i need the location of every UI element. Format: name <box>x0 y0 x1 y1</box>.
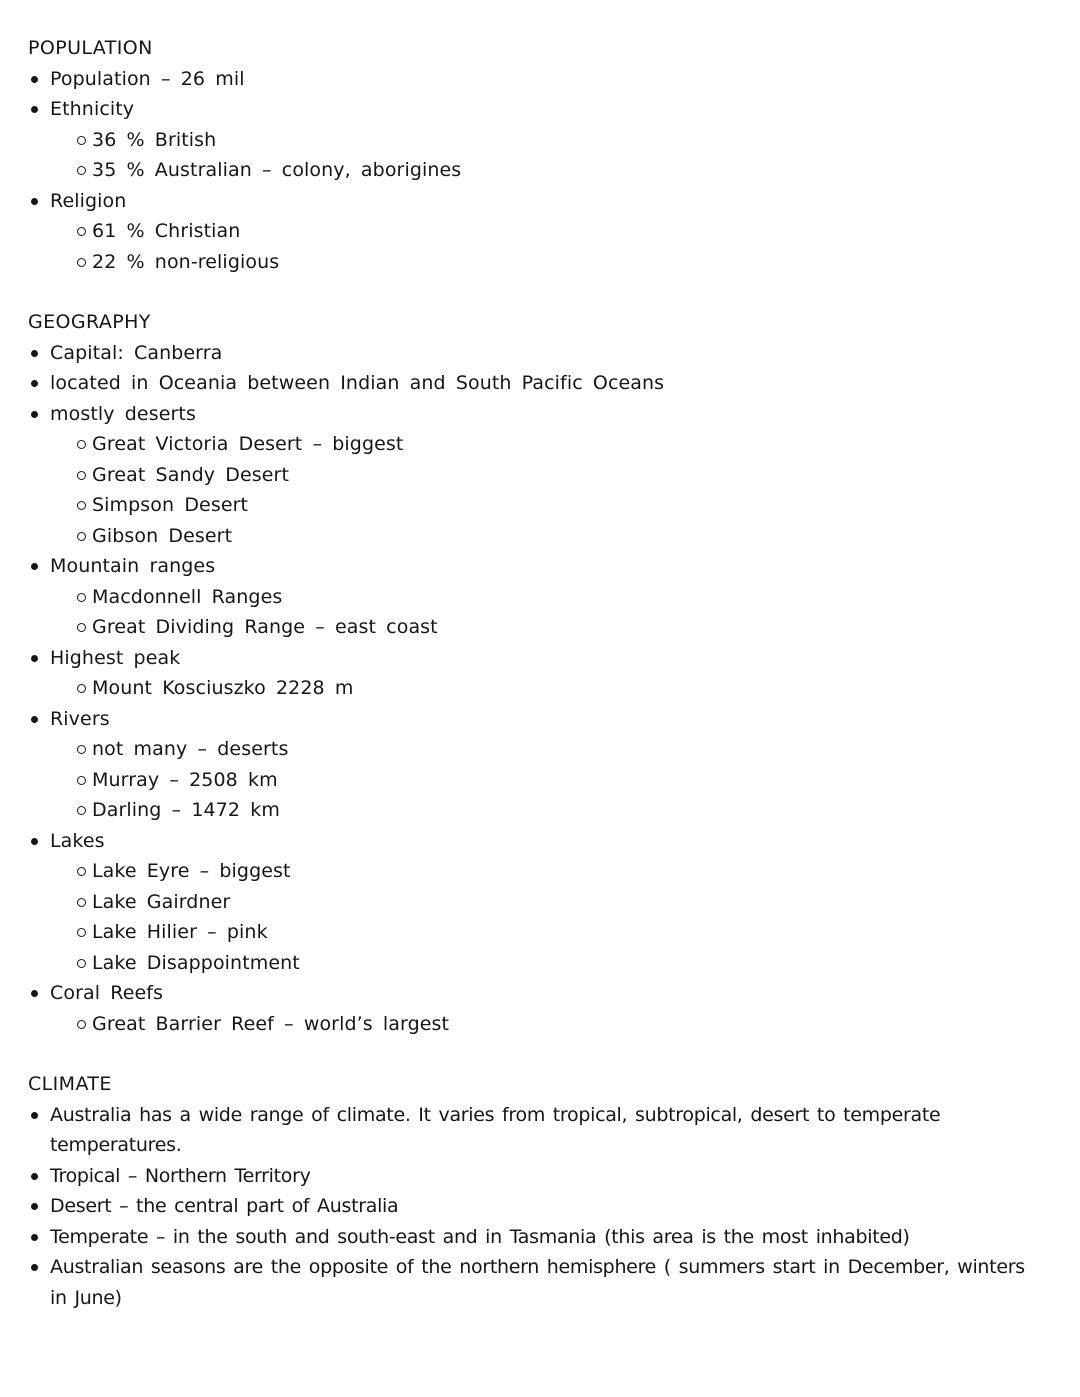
bullet-dot-icon <box>31 704 50 735</box>
list-item <box>77 460 1052 491</box>
list-item-text: Lake Gairdner <box>92 890 231 913</box>
list-item <box>77 887 1052 918</box>
list-item-text: mostly deserts <box>50 402 196 425</box>
bullet-circle-icon <box>77 1009 92 1040</box>
list-item <box>28 1191 1040 1222</box>
section-population <box>28 33 1052 277</box>
list-item-text: 36 % British <box>92 128 217 151</box>
list-item <box>77 125 1052 156</box>
list-item <box>28 643 1052 674</box>
bullet-circle-icon <box>77 795 92 826</box>
bullet-dot-icon <box>31 64 50 95</box>
bullet-dot-icon <box>31 1222 50 1253</box>
bullet-circle-icon <box>77 460 92 491</box>
list-item <box>77 155 1052 186</box>
list-item <box>28 186 1052 217</box>
bullet-circle-icon <box>77 765 92 796</box>
bullet-circle-icon <box>77 521 92 552</box>
list-item-text: located in Oceania between Indian and South Pacific Oceans <box>50 372 665 394</box>
list-item-text: Desert – the central part of Australia <box>50 1195 399 1217</box>
bullet-dot-icon <box>31 826 50 857</box>
bullet-dot-icon <box>31 399 50 430</box>
list-item-text: Darling – 1472 km <box>92 799 280 821</box>
list-item-text: Rivers <box>50 707 110 730</box>
list-item <box>28 1222 1040 1253</box>
bullet-dot-icon <box>31 186 50 217</box>
list-item-text: Simpson Desert <box>92 494 249 516</box>
list-item-text: Great Dividing Range – east coast <box>92 616 438 638</box>
bullet-dot-icon <box>31 978 50 1009</box>
list-item <box>77 734 1052 765</box>
list-item-text: Highest peak <box>50 646 181 669</box>
bullet-dot-icon <box>31 94 50 125</box>
list-item <box>77 917 1052 948</box>
list-item-text: Macdonnell Ranges <box>92 585 283 608</box>
list-item-text: 35 % Australian – colony, aborigines <box>92 159 462 181</box>
list-item-text: Lake Hilier – pink <box>92 921 268 943</box>
bullet-dot-icon <box>31 643 50 674</box>
list-item <box>28 368 1052 399</box>
bullet-circle-icon <box>77 490 92 521</box>
list-item <box>77 490 1052 521</box>
bullet-circle-icon <box>77 917 92 948</box>
list-item-text: Murray – 2508 km <box>92 768 278 791</box>
list-item-text: Gibson Desert <box>92 524 233 547</box>
list-item-text: Lake Eyre – biggest <box>92 860 291 882</box>
list-item-text: Australia has a wide range of climate. It varies from tropical, subtropical, desert to temperate temperatures. <box>50 1103 941 1156</box>
list-item <box>28 1100 1040 1161</box>
list-item <box>77 521 1052 552</box>
list-item-text: Temperate – in the south and south-east and in Tasmania (this area is the most inhabited) <box>50 1225 910 1248</box>
bullet-circle-icon <box>77 429 92 460</box>
list-item <box>77 582 1052 613</box>
bullet-dot-icon <box>31 551 50 582</box>
bullet-dot-icon <box>31 1252 50 1283</box>
list-item-text: Great Victoria Desert – biggest <box>92 433 404 455</box>
section-geography <box>28 307 1052 1039</box>
list-item-text: 61 % Christian <box>92 220 241 242</box>
list-item-text: Population – 26 mil <box>50 67 245 90</box>
list-item <box>28 1252 1040 1313</box>
bullet-circle-icon <box>77 125 92 156</box>
list-item-text: Australian seasons are the opposite of the northern hemisphere ( summers start in December, winters in June) <box>50 1256 1025 1309</box>
list-item <box>28 338 1052 369</box>
list-item <box>28 826 1052 857</box>
bullet-circle-icon <box>77 673 92 704</box>
list-item <box>77 673 1052 704</box>
list-item-text: Religion <box>50 189 127 212</box>
list-item <box>28 64 1052 95</box>
bullet-dot-icon <box>31 368 50 399</box>
list-item <box>77 1009 1052 1040</box>
list-item <box>28 978 1052 1009</box>
section-climate <box>28 1069 1052 1313</box>
list-item-text: Lakes <box>50 829 105 852</box>
bullet-circle-icon <box>77 155 92 186</box>
bullet-circle-icon <box>77 734 92 765</box>
bullet-dot-icon <box>31 338 50 369</box>
list-item-text: Tropical – Northern Territory <box>50 1164 311 1187</box>
list-item-text: Mountain ranges <box>50 555 216 577</box>
list-item <box>77 247 1052 278</box>
list-item-text: Coral Reefs <box>50 982 164 1004</box>
bullet-circle-icon <box>77 856 92 887</box>
list-item <box>28 704 1052 735</box>
bullet-circle-icon <box>77 948 92 979</box>
list-item <box>77 856 1052 887</box>
list-item <box>77 948 1052 979</box>
list-item <box>77 795 1052 826</box>
section-title-climate: CLIMATE <box>28 1073 112 1095</box>
list-item <box>28 94 1052 125</box>
bullet-circle-icon <box>77 887 92 918</box>
list-item <box>77 216 1052 247</box>
list-item <box>28 551 1052 582</box>
list-item-text: Great Barrier Reef – world’s largest <box>92 1012 450 1035</box>
list-item <box>77 765 1052 796</box>
list-item-text: Ethnicity <box>50 98 135 120</box>
bullet-circle-icon <box>77 582 92 613</box>
bullet-dot-icon <box>31 1161 50 1192</box>
list-item-text: Mount Kosciuszko 2228 m <box>92 677 354 699</box>
list-item <box>28 1161 1040 1192</box>
list-item <box>77 429 1052 460</box>
list-item-text: Capital: Canberra <box>50 341 223 364</box>
bullet-dot-icon <box>31 1100 50 1131</box>
section-title-population: POPULATION <box>28 37 153 59</box>
bullet-dot-icon <box>31 1191 50 1222</box>
list-item-text: Great Sandy Desert <box>92 463 289 486</box>
section-title-geography: GEOGRAPHY <box>28 311 151 333</box>
list-item <box>28 399 1052 430</box>
list-item-text: Lake Disappointment <box>92 951 300 974</box>
list-item <box>77 612 1052 643</box>
list-item-text: 22 % non-religious <box>92 250 280 273</box>
bullet-circle-icon <box>77 247 92 278</box>
bullet-circle-icon <box>77 216 92 247</box>
bullet-circle-icon <box>77 612 92 643</box>
list-item-text: not many – deserts <box>92 738 289 760</box>
